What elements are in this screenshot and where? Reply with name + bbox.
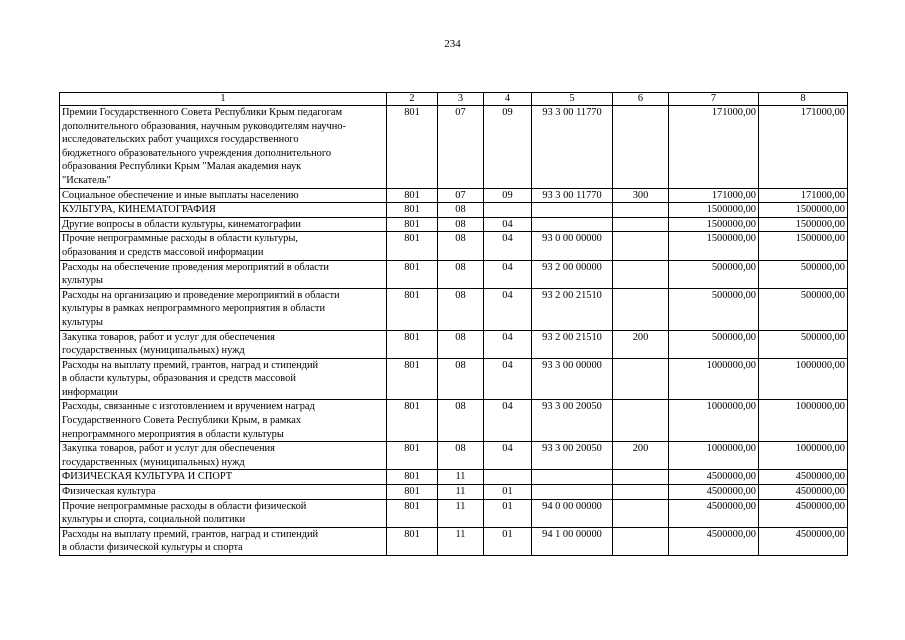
target-article-cell: 93 3 00 11770 bbox=[532, 188, 613, 203]
subsection-code-cell: 04 bbox=[484, 217, 532, 232]
amount-year2-cell: 1500000,00 bbox=[759, 232, 848, 260]
expense-name-line: Закупка товаров, работ и услуг для обеспечения bbox=[62, 443, 275, 455]
expense-name-cell bbox=[60, 260, 387, 288]
page-number: 234 bbox=[444, 38, 461, 50]
expense-name-line: Прочие непрограммные расходы в области культуры, bbox=[62, 233, 298, 245]
amount-year1-cell: 1500000,00 bbox=[669, 217, 759, 232]
header-row bbox=[60, 93, 848, 106]
expense-type-cell bbox=[613, 400, 669, 442]
table-row bbox=[60, 217, 848, 232]
table-row bbox=[60, 442, 848, 470]
amount-year2-cell: 4500000,00 bbox=[759, 499, 848, 527]
expense-type-cell: 200 bbox=[613, 330, 669, 358]
expense-name-cell bbox=[60, 358, 387, 400]
expense-type-cell: 300 bbox=[613, 188, 669, 203]
subsection-code-cell: 04 bbox=[484, 260, 532, 288]
expense-name-cell bbox=[60, 217, 387, 232]
amount-year2-cell: 1000000,00 bbox=[759, 442, 848, 470]
expense-name-line: Расходы на обеспечение проведения мероприятий в области bbox=[62, 261, 329, 273]
expense-name-line: Закупка товаров, работ и услуг для обеспечения bbox=[62, 331, 275, 343]
section-code-cell: 08 bbox=[438, 288, 484, 330]
ministry-code-cell: 801 bbox=[387, 217, 438, 232]
amount-year1-cell: 500000,00 bbox=[669, 330, 759, 358]
amount-year1-cell: 1500000,00 bbox=[669, 232, 759, 260]
ministry-code-cell: 801 bbox=[387, 106, 438, 189]
expense-type-cell bbox=[613, 470, 669, 485]
table-row bbox=[60, 260, 848, 288]
amount-year1-cell: 4500000,00 bbox=[669, 485, 759, 500]
expense-name-cell bbox=[60, 470, 387, 485]
expense-name-cell bbox=[60, 499, 387, 527]
target-article-cell bbox=[532, 470, 613, 485]
expense-type-cell bbox=[613, 232, 669, 260]
amount-year2-cell: 171000,00 bbox=[759, 106, 848, 189]
expense-name-cell bbox=[60, 527, 387, 555]
subsection-code-cell: 01 bbox=[484, 485, 532, 500]
subsection-code-cell bbox=[484, 470, 532, 485]
amount-year2-cell: 500000,00 bbox=[759, 260, 848, 288]
table-row bbox=[60, 358, 848, 400]
expense-name-line: культуры bbox=[62, 316, 103, 328]
column-header-1: 1 bbox=[60, 93, 387, 106]
expense-type-cell bbox=[613, 485, 669, 500]
target-article-cell: 93 3 00 20050 bbox=[532, 442, 613, 470]
expense-name-cell bbox=[60, 203, 387, 218]
subsection-code-cell: 01 bbox=[484, 499, 532, 527]
column-header-6: 6 bbox=[613, 93, 669, 106]
ministry-code-cell: 801 bbox=[387, 260, 438, 288]
expense-type-cell bbox=[613, 358, 669, 400]
section-code-cell: 11 bbox=[438, 485, 484, 500]
expense-type-cell bbox=[613, 106, 669, 189]
ministry-code-cell: 801 bbox=[387, 203, 438, 218]
amount-year2-cell: 171000,00 bbox=[759, 188, 848, 203]
section-code-cell: 11 bbox=[438, 499, 484, 527]
expense-type-cell bbox=[613, 527, 669, 555]
section-code-cell: 08 bbox=[438, 217, 484, 232]
section-code-cell: 08 bbox=[438, 203, 484, 218]
table-row bbox=[60, 470, 848, 485]
expense-name-line: бюджетного образовательного учреждения дополнительного bbox=[62, 147, 332, 159]
amount-year1-cell: 1000000,00 bbox=[669, 358, 759, 400]
expense-name-line: государственных (муниципальных) нужд bbox=[62, 456, 245, 468]
amount-year2-cell: 1500000,00 bbox=[759, 217, 848, 232]
ministry-code-cell: 801 bbox=[387, 330, 438, 358]
subsection-code-cell: 04 bbox=[484, 358, 532, 400]
target-article-cell bbox=[532, 203, 613, 218]
column-header-4: 4 bbox=[484, 93, 532, 106]
section-code-cell: 08 bbox=[438, 358, 484, 400]
expense-name-line: дополнительного образования, научным руководителям научно- bbox=[62, 120, 346, 132]
expense-name-line: исследовательских работ учащихся государственного bbox=[62, 134, 299, 146]
section-code-cell: 11 bbox=[438, 527, 484, 555]
subsection-code-cell: 09 bbox=[484, 188, 532, 203]
subsection-code-cell: 09 bbox=[484, 106, 532, 189]
expense-type-cell bbox=[613, 260, 669, 288]
expense-name-line: культуры и спорта, социальной политики bbox=[62, 514, 246, 526]
expense-name-line: образования и средств массовой информации bbox=[62, 246, 264, 258]
expense-name-line: в области физической культуры и спорта bbox=[62, 542, 243, 554]
expense-type-cell bbox=[613, 217, 669, 232]
amount-year1-cell: 1500000,00 bbox=[669, 203, 759, 218]
target-article-cell: 93 3 00 00000 bbox=[532, 358, 613, 400]
expense-name-cell bbox=[60, 330, 387, 358]
expense-type-cell bbox=[613, 203, 669, 218]
expense-name-line: ФИЗИЧЕСКАЯ КУЛЬТУРА И СПОРТ bbox=[62, 471, 233, 483]
expense-name-line: Прочие непрограммные расходы в области физической bbox=[62, 500, 307, 512]
subsection-code-cell: 04 bbox=[484, 330, 532, 358]
target-article-cell: 94 0 00 00000 bbox=[532, 499, 613, 527]
column-header-2: 2 bbox=[387, 93, 438, 106]
amount-year1-cell: 171000,00 bbox=[669, 106, 759, 189]
amount-year1-cell: 4500000,00 bbox=[669, 527, 759, 555]
ministry-code-cell: 801 bbox=[387, 188, 438, 203]
section-code-cell: 08 bbox=[438, 400, 484, 442]
table-row bbox=[60, 106, 848, 189]
expense-name-cell bbox=[60, 106, 387, 189]
expense-name-line: Расходы, связанные с изготовлением и вручением наград bbox=[62, 401, 315, 413]
section-code-cell: 08 bbox=[438, 232, 484, 260]
ministry-code-cell: 801 bbox=[387, 470, 438, 485]
subsection-code-cell: 04 bbox=[484, 400, 532, 442]
budget-table bbox=[59, 92, 848, 556]
amount-year2-cell: 500000,00 bbox=[759, 330, 848, 358]
target-article-cell: 93 2 00 00000 bbox=[532, 260, 613, 288]
ministry-code-cell: 801 bbox=[387, 400, 438, 442]
expense-name-cell bbox=[60, 485, 387, 500]
expense-name-cell bbox=[60, 188, 387, 203]
expense-name-line: образования Республики Крым "Малая академия наук bbox=[62, 161, 302, 173]
expense-name-line: Другие вопросы в области культуры, кинематографии bbox=[62, 218, 301, 230]
expense-name-line: культуры bbox=[62, 275, 103, 287]
target-article-cell: 93 3 00 11770 bbox=[532, 106, 613, 189]
target-article-cell: 93 3 00 20050 bbox=[532, 400, 613, 442]
expense-name-line: Социальное обеспечение и иные выплаты населению bbox=[62, 189, 299, 201]
ministry-code-cell: 801 bbox=[387, 499, 438, 527]
ministry-code-cell: 801 bbox=[387, 288, 438, 330]
target-article-cell: 93 2 00 21510 bbox=[532, 330, 613, 358]
subsection-code-cell: 01 bbox=[484, 527, 532, 555]
amount-year1-cell: 171000,00 bbox=[669, 188, 759, 203]
expense-name-line: в области культуры, образования и средств массовой bbox=[62, 373, 296, 385]
target-article-cell: 94 1 00 00000 bbox=[532, 527, 613, 555]
expense-name-cell bbox=[60, 288, 387, 330]
amount-year1-cell: 500000,00 bbox=[669, 288, 759, 330]
ministry-code-cell: 801 bbox=[387, 358, 438, 400]
ministry-code-cell: 801 bbox=[387, 527, 438, 555]
amount-year1-cell: 1000000,00 bbox=[669, 400, 759, 442]
subsection-code-cell: 04 bbox=[484, 442, 532, 470]
ministry-code-cell: 801 bbox=[387, 485, 438, 500]
column-header-8: 8 bbox=[759, 93, 848, 106]
amount-year1-cell: 4500000,00 bbox=[669, 470, 759, 485]
subsection-code-cell bbox=[484, 203, 532, 218]
expense-name-line: информации bbox=[62, 386, 118, 398]
expense-type-cell: 200 bbox=[613, 442, 669, 470]
column-header-7: 7 bbox=[669, 93, 759, 106]
table-row bbox=[60, 188, 848, 203]
expense-name-line: Расходы на выплату премий, грантов, наград и стипендий bbox=[62, 359, 319, 371]
expense-name-line: государственных (муниципальных) нужд bbox=[62, 345, 245, 357]
amount-year1-cell: 1000000,00 bbox=[669, 442, 759, 470]
subsection-code-cell: 04 bbox=[484, 288, 532, 330]
table-row bbox=[60, 232, 848, 260]
target-article-cell bbox=[532, 485, 613, 500]
target-article-cell: 93 2 00 21510 bbox=[532, 288, 613, 330]
expense-name-cell bbox=[60, 400, 387, 442]
amount-year2-cell: 4500000,00 bbox=[759, 470, 848, 485]
expense-name-line: Государственного Совета Республики Крым, в рамках bbox=[62, 415, 302, 427]
amount-year1-cell: 4500000,00 bbox=[669, 499, 759, 527]
target-article-cell bbox=[532, 217, 613, 232]
table-row bbox=[60, 288, 848, 330]
expense-type-cell bbox=[613, 499, 669, 527]
amount-year2-cell: 500000,00 bbox=[759, 288, 848, 330]
expense-name-line: КУЛЬТУРА, КИНЕМАТОГРАФИЯ bbox=[62, 204, 216, 216]
column-header-5: 5 bbox=[532, 93, 613, 106]
table-body bbox=[60, 106, 848, 556]
expense-name-line: Физическая культура bbox=[62, 486, 156, 498]
amount-year2-cell: 4500000,00 bbox=[759, 527, 848, 555]
target-article-cell: 93 0 00 00000 bbox=[532, 232, 613, 260]
section-code-cell: 08 bbox=[438, 330, 484, 358]
section-code-cell: 11 bbox=[438, 470, 484, 485]
expense-name-line: Премии Государственного Совета Республики Крым педагогам bbox=[62, 107, 343, 118]
amount-year2-cell: 4500000,00 bbox=[759, 485, 848, 500]
amount-year2-cell: 1500000,00 bbox=[759, 203, 848, 218]
column-header-3: 3 bbox=[438, 93, 484, 106]
amount-year1-cell: 500000,00 bbox=[669, 260, 759, 288]
expense-name-line: Расходы на выплату премий, грантов, наград и стипендий bbox=[62, 528, 319, 540]
table-row bbox=[60, 527, 848, 555]
table-row bbox=[60, 400, 848, 442]
expense-name-line: культуры в рамках непрограммного мероприятия в области bbox=[62, 303, 326, 315]
expense-name-line: непрограммного мероприятия в области культуры bbox=[62, 428, 284, 440]
ministry-code-cell: 801 bbox=[387, 442, 438, 470]
ministry-code-cell: 801 bbox=[387, 232, 438, 260]
amount-year2-cell: 1000000,00 bbox=[759, 358, 848, 400]
expense-name-line: "Искатель" bbox=[62, 174, 111, 186]
expense-name-cell bbox=[60, 232, 387, 260]
section-code-cell: 07 bbox=[438, 188, 484, 203]
expense-type-cell bbox=[613, 288, 669, 330]
expense-name-line: Расходы на организацию и проведение мероприятий в области bbox=[62, 289, 340, 301]
table-row bbox=[60, 203, 848, 218]
expense-name-cell bbox=[60, 442, 387, 470]
table-row bbox=[60, 330, 848, 358]
section-code-cell: 07 bbox=[438, 106, 484, 189]
subsection-code-cell: 04 bbox=[484, 232, 532, 260]
section-code-cell: 08 bbox=[438, 442, 484, 470]
table-row bbox=[60, 499, 848, 527]
amount-year2-cell: 1000000,00 bbox=[759, 400, 848, 442]
section-code-cell: 08 bbox=[438, 260, 484, 288]
table-row bbox=[60, 485, 848, 500]
